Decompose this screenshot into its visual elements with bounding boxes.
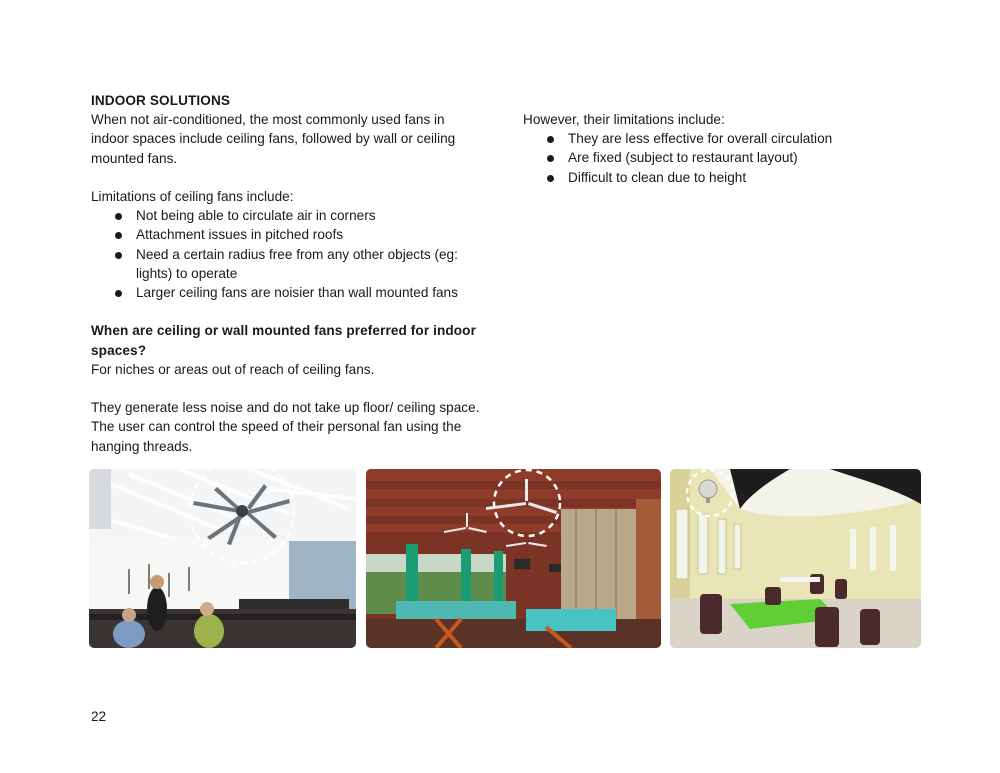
section-heading: INDOOR SOLUTIONS [91, 93, 231, 108]
right-column [523, 110, 923, 187]
list-item: Are fixed (subject to restaurant layout) [545, 148, 923, 167]
wall-fan-limitations-list [545, 129, 923, 187]
cafe-ceiling-fan-photo [89, 469, 356, 648]
list-item: Not being able to circulate air in corners [113, 206, 486, 225]
list-item: They are less effective for overall circulation [545, 129, 923, 148]
left-column [91, 91, 486, 456]
ceiling-fan-limitations-list [113, 206, 486, 302]
restaurant-ceiling-fans-photo [366, 469, 661, 648]
list-item: Difficult to clean due to height [545, 168, 923, 187]
benefits-paragraph: They generate less noise and do not take up floor/ ceiling space. The user can control the speed of their personal fan using the hanging threads. [91, 400, 480, 454]
list-item: Larger ceiling fans are noisier than wall mounted fans [113, 283, 486, 302]
list-item: Attachment issues in pitched roofs [113, 225, 486, 244]
intro-paragraph: When not air-conditioned, the most commonly used fans in indoor spaces include ceiling fans, followed by wall or ceiling mounted fans. [91, 112, 456, 166]
list-item: Need a certain radius free from any other objects (eg: lights) to operate [113, 245, 486, 283]
answer-paragraph: For niches or areas out of reach of ceiling fans. [91, 361, 375, 377]
canteen-wall-fan-photo [670, 469, 921, 648]
page-number: 22 [91, 709, 107, 724]
wall-fan-limitations-title: However, their limitations include: [523, 112, 725, 127]
question-heading: When are ceiling or wall mounted fans preferred for indoor spaces? [91, 323, 476, 358]
ceiling-fan-limitations-title: Limitations of ceiling fans include: [91, 189, 294, 204]
